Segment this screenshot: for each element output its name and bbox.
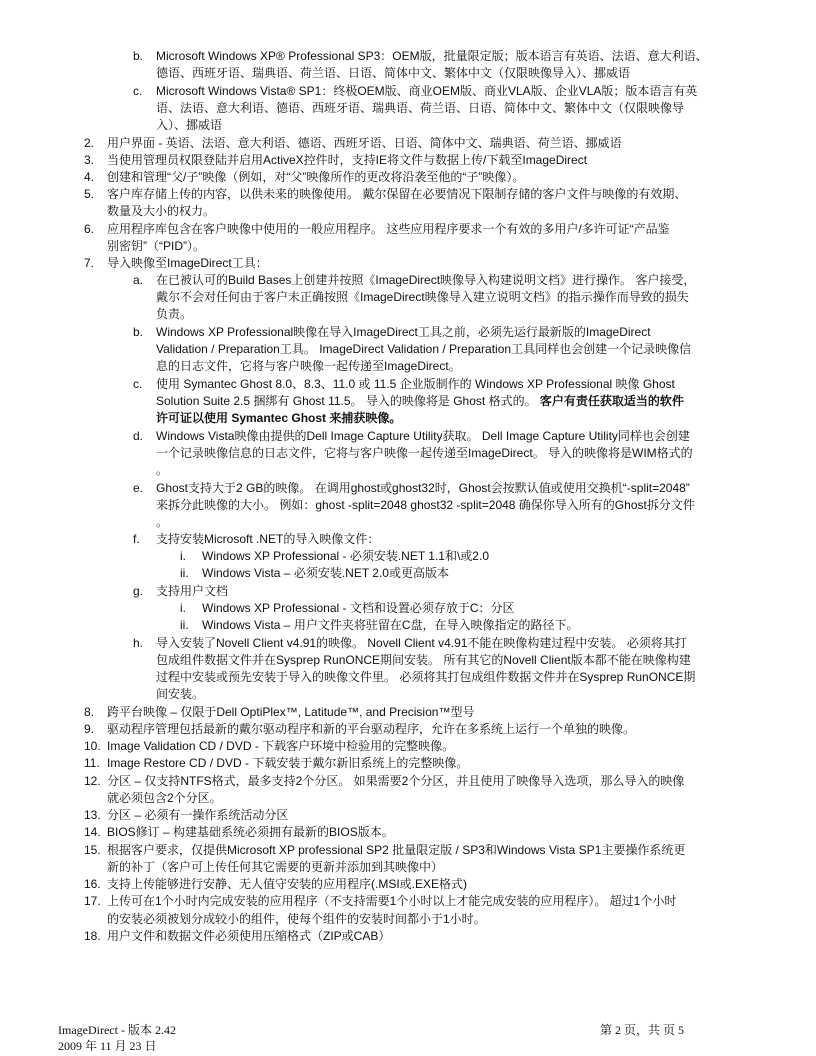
line-text: 创建和管理“父/子”映像（例如，对“父”映像所作的更改将沿袭至他的“子”映像）。	[107, 170, 525, 184]
line-text: 支持安装Microsoft .NET的导入映像文件：	[156, 532, 380, 546]
list-text	[107, 722, 635, 737]
list-text	[107, 222, 670, 237]
line-text: 当使用管理员权限登陆并启用ActiveX控件时，支持IE将文件与数据上传/下载至ImageDirect	[107, 153, 588, 167]
list-text	[156, 49, 708, 64]
document-line	[0, 825, 816, 841]
list-text	[107, 756, 468, 771]
line-text: 。	[156, 463, 169, 477]
document-line	[0, 153, 816, 169]
document-line	[0, 222, 816, 238]
line-text: 语、法语、意大利语、德语、西班牙语、瑞典语、荷兰语、日语、简体中文、繁体中文（仅限映像导	[156, 101, 685, 115]
list-number: a.	[133, 273, 144, 287]
list-text	[107, 860, 443, 875]
line-text: 就必须包含2个分区。	[107, 791, 222, 805]
list-text	[156, 498, 695, 513]
document-line	[0, 912, 816, 928]
list-text	[156, 636, 687, 651]
document-line	[0, 429, 816, 445]
line-text: 支持用户文档	[156, 584, 229, 598]
footer-page-number: 第 2 页，共 页 5	[600, 1023, 685, 1037]
document-line	[0, 342, 816, 358]
document-line	[0, 256, 816, 272]
list-text	[156, 446, 693, 461]
line-text: 分区 – 必须有一操作系统活动分区	[107, 808, 289, 822]
list-number: f.	[133, 532, 140, 546]
line-text: 一个记录映像信息的日志文件，它将与客户映像一起传递至ImageDirect。 导入的映像将是WIM格式的	[156, 446, 693, 460]
list-text	[107, 739, 454, 754]
line-text: Windows Vista – 用户文件夹将驻留在C盘，在导入映像指定的路径下。	[202, 618, 579, 632]
list-number: c.	[133, 84, 143, 98]
list-text	[107, 825, 394, 840]
document-line	[0, 187, 816, 203]
list-text	[156, 429, 690, 444]
list-number: i.	[180, 601, 186, 615]
line-text: Windows XP Professional - 必须安装.NET 1.1和\或2.0	[202, 549, 489, 563]
line-text: 支持上传能够进行安静、无人值守安装的应用程序(.MSI或.EXE格式)	[107, 877, 468, 891]
document-line	[0, 377, 816, 393]
footer-version: ImageDirect - 版本 2.42	[58, 1023, 176, 1037]
line-text: 导入映像至ImageDirect工具：	[107, 256, 268, 270]
list-number: 6.	[84, 222, 95, 236]
list-text	[156, 670, 695, 685]
list-text	[107, 791, 222, 806]
line-text: 使用 Symantec Ghost 8.0、8.3、11.0 或 11.5 企业版制作的 Windows XP Professional 映像 Ghost	[156, 377, 675, 391]
line-text: Windows XP Professional - 文档和设置必须存放于C：分区	[202, 601, 515, 615]
document-line	[0, 307, 816, 323]
document-line	[0, 618, 816, 634]
list-text	[202, 618, 579, 633]
list-text	[107, 843, 685, 858]
list-number: g.	[133, 584, 144, 598]
line-text: 入）、挪威语	[156, 118, 223, 132]
list-number: 9.	[84, 722, 95, 736]
list-number: 18.	[84, 929, 101, 943]
line-text: Microsoft Windows XP® Professional SP3：OEM版，批量限定版；版本语言有英语、法语、意大利语、	[156, 49, 708, 63]
document-line	[0, 636, 816, 652]
document-line	[0, 791, 816, 807]
list-number: 13.	[84, 808, 101, 822]
list-text	[156, 273, 695, 288]
list-number: c.	[133, 377, 143, 391]
list-text	[156, 342, 691, 357]
line-text: 来拆分此映像的大小。 例如：ghost -split=2048 ghost32 -split=2048 确保你导入所有的Ghost拆分文件	[156, 498, 695, 512]
list-text	[156, 84, 697, 99]
line-text: Windows Vista – 必须安装.NET 2.0或更高版本	[202, 566, 449, 580]
document-line	[0, 705, 816, 721]
document-line	[0, 894, 816, 910]
line-text: 分区 – 仅支持NTFS格式，最多支持2个分区。 如果需要2个分区，并且使用了映像导入选项，那么导入的映像	[107, 774, 685, 788]
document-line	[0, 49, 816, 65]
document-line	[0, 653, 816, 669]
line-text: Image Validation CD / DVD - 下载客户环境中检验用的完整映像。	[107, 739, 455, 753]
document-line	[0, 170, 816, 186]
document-line	[0, 136, 816, 152]
list-text	[202, 566, 449, 581]
line-text: 戴尔不会对任何由于客户未正确按照《ImageDirect映像导入建立说明文档》的指示操作而导致的损失	[156, 290, 689, 304]
line-text: 用户文件和数据文件必须使用压缩格式（ZIP或CAB）	[107, 929, 391, 943]
document-line	[0, 463, 816, 479]
list-number: i.	[180, 549, 186, 563]
document-line	[0, 515, 816, 531]
document-line	[0, 756, 816, 772]
line-text: 包成组件数据文件并在Sysprep RunONCE期间安装。 所有其它的Novell Client版本都不能在映像构建	[156, 653, 691, 667]
list-number: ii.	[180, 618, 189, 632]
line-text: 过程中安装或预先安装于导入的映像文件里。 必须将其打包成组件数据文件并在Sysprep RunONCE期	[156, 670, 696, 684]
list-number: 17.	[84, 894, 101, 908]
list-text	[107, 153, 587, 168]
list-text	[107, 774, 684, 789]
list-number: 15.	[84, 843, 101, 857]
list-text	[107, 912, 486, 927]
line-text: 新的补丁（客户可上传任何其它需要的更新并添加到其映像中）	[107, 860, 444, 874]
line-text: BIOS修订 – 构建基础系统必须拥有最新的BIOS版本。	[107, 825, 394, 839]
list-text	[202, 549, 489, 564]
list-text	[156, 515, 168, 530]
document-line	[0, 498, 816, 514]
list-text	[202, 601, 515, 616]
list-text	[156, 101, 684, 116]
list-text	[156, 411, 401, 426]
document-line	[0, 481, 816, 497]
line-text: 用户界面 - 英语、法语、意大利语、德语、西班牙语、日语、简体中文、瑞典语、荷兰语、挪威语	[107, 136, 622, 150]
line-text: Solution Suite 2.5 捆绑有 Ghost 11.5。 导入的映像将是 Ghost 格式的。	[156, 394, 537, 408]
line-text: Windows XP Professional映像在导入ImageDirect工具之前，必须先运行最新版的ImageDirect	[156, 325, 651, 339]
list-number: d.	[133, 429, 144, 443]
footer-date: 2009 年 11 月 23 日	[58, 1039, 157, 1053]
line-text: 间安装。	[156, 687, 205, 701]
document-line	[0, 239, 816, 255]
document-line	[0, 722, 816, 738]
document-line	[0, 290, 816, 306]
document-line	[0, 929, 816, 945]
line-text: 上传可在1个小时内完成安装的应用程序（不支持需要1个小时以上才能完成安装的应用程序）。 超过1个小时	[107, 894, 677, 908]
list-text	[107, 204, 215, 219]
document-line	[0, 359, 816, 375]
list-text	[107, 256, 268, 271]
line-text: Validation / Preparation工具。 ImageDirect Validation / Preparation工具同样也会创建一个记录映像信	[156, 342, 692, 356]
document-line	[0, 808, 816, 824]
list-text	[156, 584, 228, 599]
line-text: 应用程序库包含在客户映像中使用的一般应用程序。 这些应用程序要求一个有效的多用户/多许可证“产品鉴	[107, 222, 670, 236]
list-text	[156, 307, 192, 322]
list-number: b.	[133, 49, 144, 63]
list-text	[107, 808, 288, 823]
list-text	[156, 377, 675, 392]
document-line	[0, 670, 816, 686]
document-line	[0, 566, 816, 582]
list-text	[156, 325, 651, 340]
document-line	[0, 549, 816, 565]
list-text	[156, 481, 690, 496]
list-text	[107, 187, 686, 202]
line-text: 别密钥”（“PID”）。	[107, 239, 205, 253]
list-number: 5.	[84, 187, 95, 201]
list-number: 8.	[84, 705, 95, 719]
line-text: 德语、西班牙语、瑞典语、荷兰语、日语、简体中文、繁体中文（仅限映像导入）、挪威语	[156, 66, 631, 80]
document-line	[0, 101, 816, 117]
line-text: 负责。	[156, 307, 193, 321]
list-number: b.	[133, 325, 144, 339]
list-text	[107, 239, 205, 254]
list-number: 14.	[84, 825, 101, 839]
document-line	[0, 394, 816, 410]
document-line	[0, 843, 816, 859]
list-number: 4.	[84, 170, 95, 184]
document-line	[0, 66, 816, 82]
line-text: 客户库存储上传的内容，以供未来的映像使用。 戴尔保留在必要情况下限制存储的客户文件与映像的有效期、	[107, 187, 687, 201]
list-text	[156, 463, 168, 478]
document-line	[0, 584, 816, 600]
line-text: Microsoft Windows Vista® SP1：终极OEM版、商业OEM版、商业VLA版、企业VLA版；版本语言有英	[156, 84, 698, 98]
document-line	[0, 204, 816, 220]
list-number: 2.	[84, 136, 95, 150]
line-text: 息的日志文件，它将与客户映像一起传递至ImageDirect。	[156, 359, 461, 373]
list-text	[156, 394, 684, 409]
list-number: ii.	[180, 566, 189, 580]
document-line	[0, 411, 816, 427]
document-line	[0, 273, 816, 289]
list-text	[107, 705, 474, 720]
document-line	[0, 532, 816, 548]
list-number: 12.	[84, 774, 101, 788]
document-line	[0, 860, 816, 876]
list-text	[156, 66, 630, 81]
list-text	[107, 929, 390, 944]
line-text: 在已被认可的Build Bases上创建并按照《ImageDirect映像导入构建说明文档》进行操作。 客户接受，	[156, 273, 696, 287]
list-number: 7.	[84, 256, 95, 270]
bold-text: 许可证以使用 Symantec Ghost 来捕获映像。	[156, 411, 402, 425]
document-line	[0, 446, 816, 462]
line-text: Ghost支持大于2 GB的映像。 在调用ghost或ghost32时，Ghost会按默认值或使用交换机“-split=2048”	[156, 481, 690, 495]
list-text	[156, 359, 461, 374]
bold-text: 客户有责任获取适当的软件	[536, 394, 684, 408]
list-text	[156, 290, 689, 305]
line-text: 数量及大小的权力。	[107, 204, 216, 218]
document-line	[0, 601, 816, 617]
document-line	[0, 774, 816, 790]
line-text: Image Restore CD / DVD - 下载安装于戴尔新旧系统上的完整映像。	[107, 756, 469, 770]
line-text: 。	[156, 515, 169, 529]
line-text: 根据客户要求，仅提供Microsoft XP professional SP2 批量限定版 / SP3和Windows Vista SP1主要操作系统更	[107, 843, 686, 857]
list-text	[107, 877, 467, 892]
list-number: 10.	[84, 739, 101, 753]
list-number: 16.	[84, 877, 101, 891]
document-line	[0, 84, 816, 100]
list-text	[156, 653, 691, 668]
line-text: 驱动程序管理包括最新的戴尔驱动程序和新的平台驱动程序，允许在多系统上运行一个单独的映像。	[107, 722, 636, 736]
list-text	[156, 687, 204, 702]
list-text	[107, 894, 676, 909]
list-number: e.	[133, 481, 144, 495]
document-line	[0, 877, 816, 893]
list-number: 11.	[84, 756, 100, 770]
list-number: 3.	[84, 153, 95, 167]
line-text: 跨平台映像 – 仅限于Dell OptiPlex™, Latitude™, and Precision™型号	[107, 705, 475, 719]
document-line	[0, 687, 816, 703]
list-text	[156, 118, 222, 133]
list-number: h.	[133, 636, 144, 650]
list-text	[107, 170, 524, 185]
list-text	[107, 136, 622, 151]
document-line	[0, 739, 816, 755]
document-line	[0, 325, 816, 341]
line-text: Windows Vista映像由提供的Dell Image Capture Utility获取。 Dell Image Capture Utility同样也会创建	[156, 429, 690, 443]
list-text	[156, 532, 379, 547]
document-line	[0, 118, 816, 134]
line-text: 导入安装了Novell Client v4.91的映像。 Novell Client v4.91不能在映像构建过程中安装。 必须将其打	[156, 636, 687, 650]
line-text: 的安装必须被划分成较小的组件，使每个组件的安装时间都小于1小时。	[107, 912, 486, 926]
